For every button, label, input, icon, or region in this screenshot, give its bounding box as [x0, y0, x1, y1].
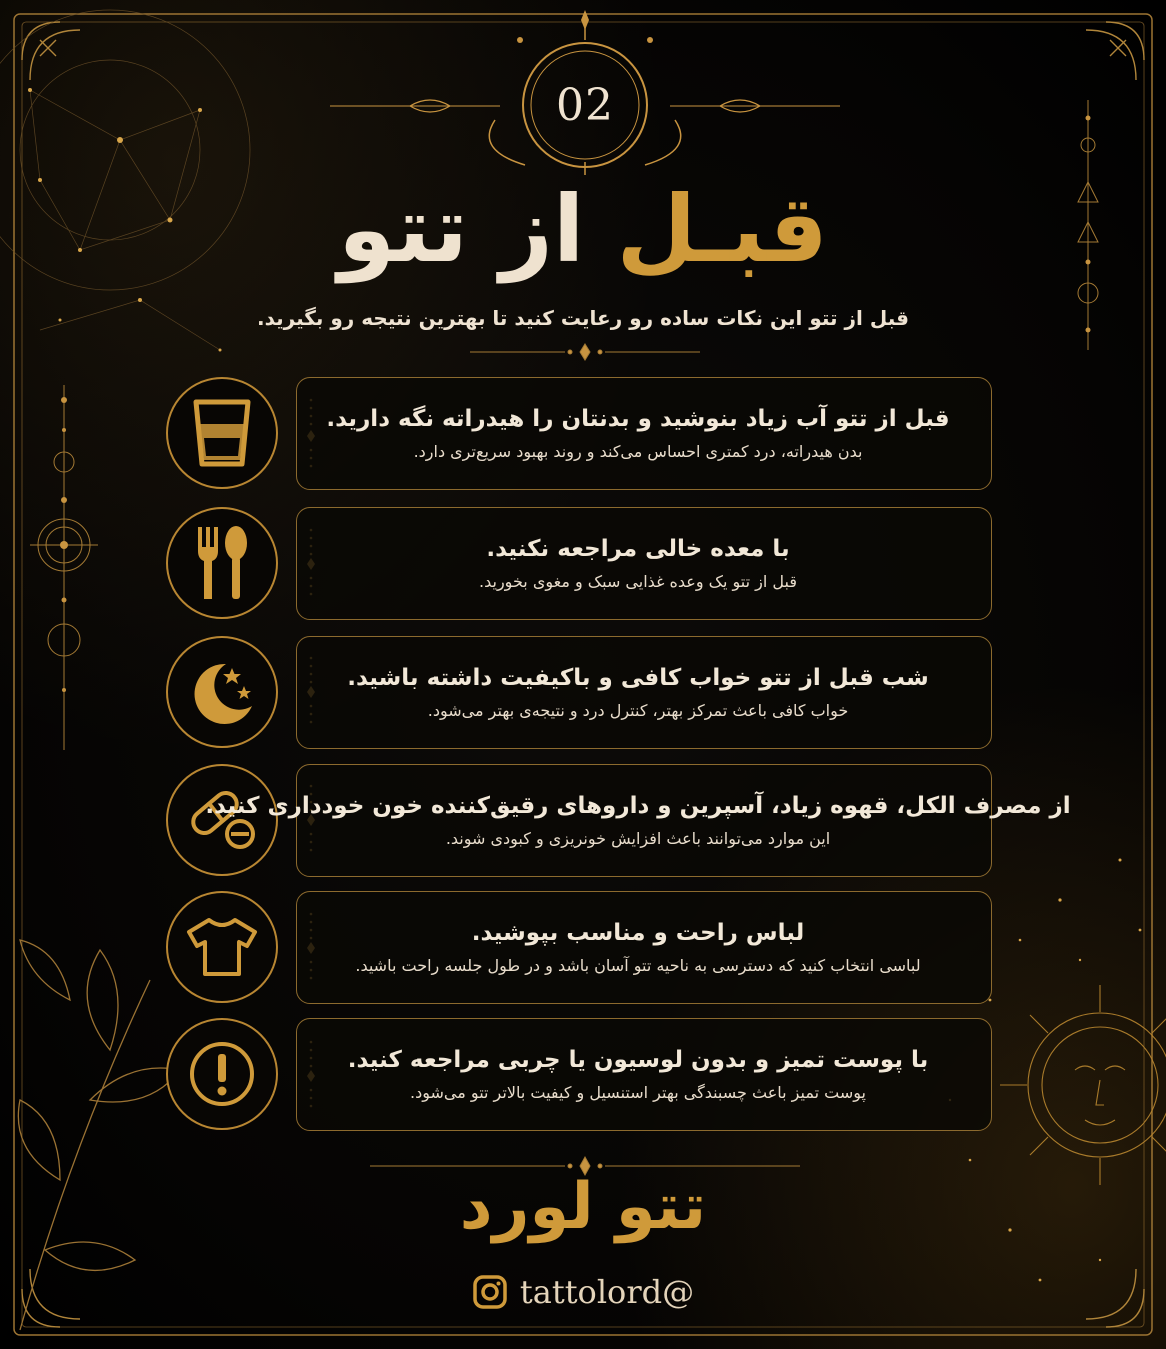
tip-4-title: از مصرف الکل، قهوه زیاد، آسپرین و داروهای رقیق‌کننده خون خودداری کنید. — [205, 793, 1071, 819]
tip-3-title: شب قبل از تتو خواب کافی و باکیفیت داشته باشید. — [347, 665, 929, 691]
page-subtitle: قبل از تتو این نکات ساده رو رعایت کنید تا بهترین نتیجه رو بگیرید. — [257, 306, 909, 330]
tip-6-icon-frame — [166, 1018, 278, 1130]
title-main: از تتو — [338, 176, 585, 283]
left-side-ornament — [30, 385, 98, 750]
tip-4-description: این موارد می‌توانند باعث افزایش خونریزی و کبودی شوند. — [445, 829, 831, 848]
tip-card-5 — [296, 891, 992, 1004]
tip-2-description: قبل از تتو یک وعده غذایی سبک و مغوی بخورید. — [479, 572, 797, 591]
title-accent: قبـل — [616, 176, 828, 283]
instagram-handle[interactable]: tattolord@ — [519, 1273, 695, 1311]
tip-1-title: قبل از تتو آب زیاد بنوشید و بدنتان را هیدراته نگه دارید. — [326, 406, 950, 432]
tip-4-icon-frame — [166, 764, 278, 876]
tip-3-description: خواب کافی باعث تمرکز بهتر، کنترل درد و نتیجه‌ی بهتر می‌شود. — [427, 701, 849, 720]
water-glass-icon — [190, 398, 254, 468]
moon-stars-icon — [186, 656, 258, 728]
tshirt-icon — [185, 916, 259, 978]
tip-5-title: لباس راحت و مناسب بپوشید. — [471, 920, 805, 946]
instagram-icon — [472, 1274, 508, 1310]
tip-card-3 — [296, 636, 992, 749]
tip-5-description: لباسی انتخاب کنید که دسترسی به ناحیه تتو آسان باشد و در طول جلسه راحت باشید. — [355, 956, 921, 975]
instagram-handle-row[interactable] — [0, 1272, 1166, 1312]
tip-5-icon-frame — [166, 891, 278, 1003]
subtitle-divider — [470, 344, 700, 360]
tip-1-description: بدن هیدراته، درد کمتری احساس می‌کند و روند بهبود سریع‌تری دارد. — [413, 442, 863, 461]
warning-icon — [187, 1039, 257, 1109]
tip-card-6 — [296, 1018, 992, 1131]
fork-spoon-icon — [192, 525, 252, 601]
tip-2-icon-frame — [166, 507, 278, 619]
tip-card-4 — [205, 764, 1071, 877]
tip-3-icon-frame — [166, 636, 278, 748]
tip-2-title: با معده خالی مراجعه نکنید. — [486, 536, 790, 562]
page-title — [0, 175, 1166, 285]
tip-card-1 — [296, 377, 992, 490]
brand-name: تتو لورد — [459, 1170, 707, 1244]
step-number-badge: 02 — [556, 80, 614, 131]
tip-1-icon-frame — [166, 377, 278, 489]
tip-card-2 — [296, 507, 992, 620]
tip-6-title: با پوست تمیز و بدون لوسیون یا چربی مراجعه کنید. — [347, 1047, 929, 1073]
tip-6-description: پوست تمیز باعث چسبندگی بهتر استنسیل و کیفیت بالاتر تتو می‌شود. — [410, 1083, 866, 1102]
